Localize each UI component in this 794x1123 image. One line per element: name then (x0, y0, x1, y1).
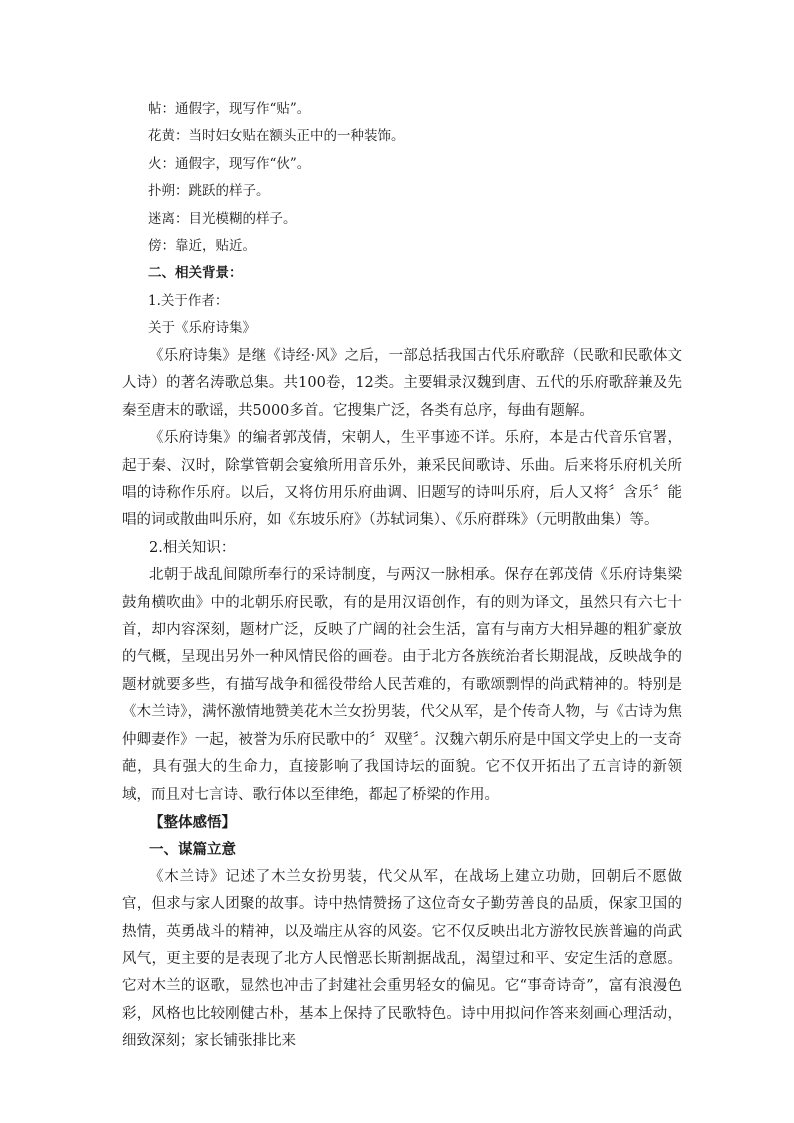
subheading-author: 1.关于作者： (148, 292, 229, 309)
paragraph-book-intro: 《乐府诗集》是继《诗经·风》之后，一部总括我国古代乐府歌辞（民歌和民歌体文人诗）的著名涛歌总集。共100卷，12类。主要辑录汉魏到唐、五代的乐府歌辞兼及先秦至唐末的歌谣，共5000多首。它搜集广泛，各类有总序，每曲有题解。 (122, 348, 682, 419)
glossary-item: 花黄：当时妇女贴在额头正中的一种装饰。 (148, 128, 405, 145)
paragraph-knowledge: 北朝于战乱间隙所奉行的采诗制度，与两汉一脉相承。保存在郭茂倩《乐府诗集梁鼓角横吹曲》中的北朝乐府民歌，有的是用汉语创作，有的则为译文，虽然只有六七十首，却内容深刻，题材广泛，反映了广阔的社会生活，富有与南方大相异趣的粗犷豪放的气概，呈现出另外一种风情民俗的画卷。由于北方各族统治者长期混战，反映战争的题材就要多些，有描写战争和徭役带给人民苦难的，有歌颂剽悍的尚武精神的。特别是《木兰诗》，满怀激情地赞美花木兰女扮男装，代父从军，是个传奇人物，与《古诗为焦仲卿妻作》一起，被誉为乐府民歌中的〞双壁〞。汉魏六朝乐府是中国文学史上的一支奇葩，具有强大的生命力，直接影响了我国诗坛的面貌。它不仅开拓出了五言诗的新领域，而且对七言诗、歌行体以至律绝，都起了桥梁的作用。 (122, 567, 682, 803)
glossary-item: 帖：通假字，现写作“贴”。 (148, 101, 311, 117)
subheading-knowledge: 2.相关知识： (149, 539, 236, 556)
document-body (122, 343, 682, 1056)
subheading-about-book: 关于《乐府诗集》 (148, 320, 256, 337)
glossary-item: 火：通假字，现写作“伙”。 (148, 155, 311, 172)
paragraph-intent: 《木兰诗》记述了木兰女扮男装，代父从军，在战场上建立功勋，回朝后不愿做官，但求与家人团聚的故事。诗中热情赞扬了这位奇女子勤劳善良的品质，保家卫国的热情，英勇战斗的精神，以及端庄从容的风姿。它不仅反映出北方游牧民族普遍的尚武风气，更主要的是表现了北方人民憎恶长斯割据战乱，渴望过和平、安定生活的意愿。它对木兰的讴歌，显然也冲击了封建社会重男轻女的偏见。它“事奇诗奇”，富有浪漫色彩，风格也比较刚健古朴，基本上保持了民歌特色。诗中用拟问作答来刻画心理活动，细致深刻；家长铺张排比来 (122, 868, 682, 1050)
glossary-list (148, 96, 405, 343)
section-heading-background: 二、相关背景： (148, 265, 243, 282)
section-heading-intent: 一、谋篇立意 (149, 841, 236, 859)
paragraph-book-editor: 《乐府诗集》的编者郭茂倩，宋朝人，生平事迹不详。乐府，本是古代音乐官署，起于秦、汉时，除掌管朝会宴飨所用音乐外，兼采民间歌诗、乐曲。后来将乐府机关所唱的诗称作乐府。以后，又将仿用乐府曲调、旧题写的诗叫乐府，后人又将〞含乐〞能唱的词或散曲叫乐府，如《东坡乐府》（苏轼词集）、《乐府群珠》（元明散曲集）等。 (122, 430, 682, 529)
glossary-item: 傍：靠近，贴近。 (148, 238, 256, 255)
glossary-item: 迷离：目光模糊的样子。 (148, 210, 297, 227)
section-heading-overall: 【整体感悟】 (149, 813, 236, 831)
glossary-item: 扑朔：跳跃的样子。 (148, 183, 270, 200)
